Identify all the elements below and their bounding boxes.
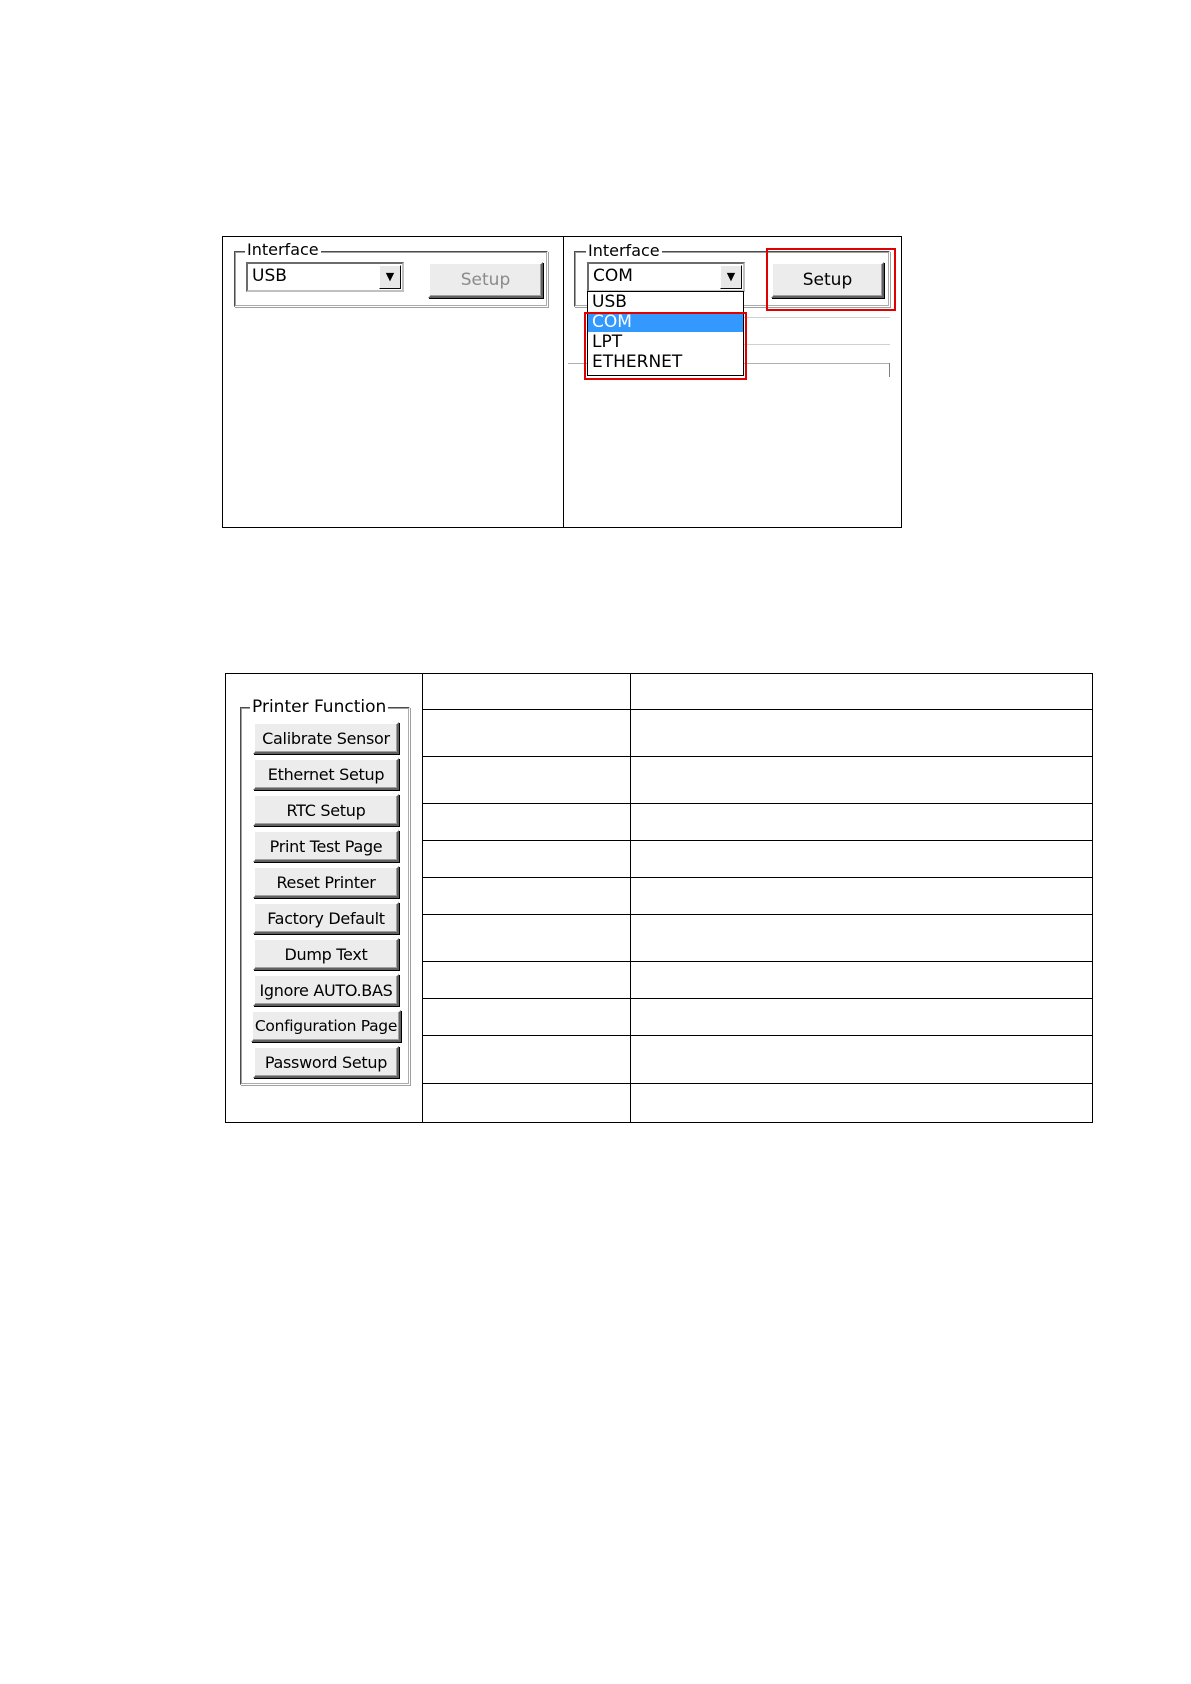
dropdown-option-ethernet[interactable]: ETHERNET [592,352,683,372]
row-divider [422,877,1093,878]
interface-legend: Interface [247,240,319,259]
row-divider [422,998,1093,999]
interface-combo-usb[interactable] [246,262,404,292]
row-divider [422,709,1093,710]
print-test-page-button[interactable]: Print Test Page [253,830,399,862]
column-divider [422,673,423,1123]
row-divider [422,803,1093,804]
dropdown-callout-box [584,312,747,380]
setup-button-disabled[interactable]: Setup [428,262,543,298]
row-divider [422,756,1093,757]
chevron-down-icon[interactable]: ▼ [720,265,742,289]
table-border [1092,673,1093,1123]
dropdown-option-com[interactable]: COM [588,312,743,332]
row-divider [422,914,1093,915]
background-group-edge [743,344,890,345]
table-border [225,1122,1093,1123]
background-group-edge [889,363,890,377]
dropdown-option-usb[interactable]: USB [592,292,627,312]
row-divider [422,961,1093,962]
combo-value: USB [252,266,287,286]
interface-legend: Interface [588,241,660,260]
interface-combo-com[interactable] [587,262,745,292]
row-divider [422,1035,1093,1036]
dropdown-option-lpt[interactable]: LPT [592,332,623,352]
row-divider [422,840,1093,841]
configuration-page-button[interactable]: Configuration Page [251,1010,401,1042]
printer-function-table [225,673,1093,1123]
factory-default-button[interactable]: Factory Default [253,902,399,934]
figure-divider [563,237,564,527]
rtc-setup-button[interactable]: RTC Setup [253,794,399,826]
setup-button[interactable]: Setup [771,262,884,298]
chevron-down-icon[interactable]: ▼ [379,265,401,289]
ignore-autobas-button[interactable]: Ignore AUTO.BAS [253,974,399,1006]
dump-text-button[interactable]: Dump Text [253,938,399,970]
reset-printer-button[interactable]: Reset Printer [253,866,399,898]
table-border [225,673,1093,674]
printer-function-legend: Printer Function [252,697,387,717]
calibrate-sensor-button[interactable]: Calibrate Sensor [253,722,399,754]
interface-figure [222,236,902,528]
ethernet-setup-button[interactable]: Ethernet Setup [253,758,399,790]
column-divider [630,673,631,1123]
table-border [225,673,226,1123]
combo-value: COM [593,266,633,286]
background-group-edge [743,317,890,318]
row-divider [422,1083,1093,1084]
password-setup-button[interactable]: Password Setup [253,1046,399,1078]
setup-callout-box [766,248,896,311]
